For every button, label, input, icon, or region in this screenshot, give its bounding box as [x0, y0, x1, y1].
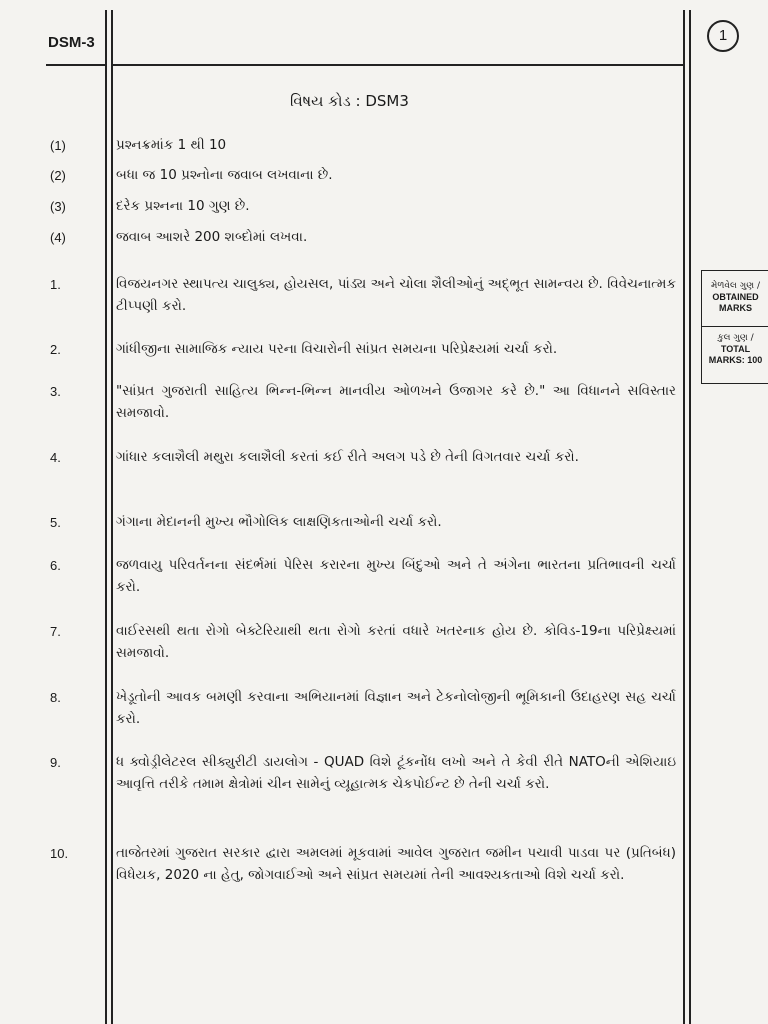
instruction-number: (2) [50, 168, 66, 183]
header-rule [46, 64, 105, 66]
question-number: 9. [50, 755, 61, 770]
instruction-text: દરેક પ્રશ્નના 10 ગુણ છે. [116, 198, 250, 214]
question-text: ગાંધીજીના સામાજિક ન્યાય પરના વિચારોની સાંપ્રત સમયના પરિપ્રેક્ષ્યમાં ચર્ચા કરો. [116, 341, 558, 357]
total-marks-label-gujarati: કુલ ગુણ / [717, 333, 754, 343]
question-number: 10. [50, 846, 69, 861]
question-text: ખેડૂતોની આવક બમણી કરવાના અભિયાનમાં વિજ્ઞાન અને ટેકનોલોજીની ભૂમિકાની ઉદાહરણ સહ ચર્ચા કરો. [116, 689, 676, 727]
question-number: 5. [50, 515, 61, 530]
instruction-number: (3) [50, 199, 66, 214]
question-number: 7. [50, 624, 61, 639]
instruction-text: પ્રશ્નક્રમાંક 1 થી 10 [116, 137, 227, 153]
paper-code: DSM-3 [48, 34, 95, 51]
left-border-line-2 [111, 10, 113, 1024]
question-text: જળવાયુ પરિવર્તનના સંદર્ભમાં પેરિસ કરારના મુખ્ય બિંદુઓ અને તે અંગેના ભારતના પ્રતિભાવની ચર્ચા કરો. [116, 557, 676, 595]
instruction-text: જવાબ આશરે 200 શબ્દોમાં લખવા. [116, 229, 308, 245]
question-text: તાજેતરમાં ગુજરાત સરકાર દ્વારા અમલમાં મૂકવામાં આવેલ ગુજરાત જમીન પચાવી પાડવા પર (પ્રતિબંધ) વિધેયક, 2020 ના હેતુ, જોગવાઈઓ અને સાંપ્રત સમયમાં તેની આવશ્યકતાઓ વિશે ચર્ચા કરો. [116, 845, 676, 883]
marks-panel [701, 270, 768, 384]
question-text: વાઈરસથી થતા રોગો બેક્ટેરિયાથી થતા રોગો કરતાં વધારે ખતરનાક હોય છે. કોવિડ-19ના પરિપ્રેક્ષ્યમાં સમજાવો. [116, 623, 676, 661]
question-number: 6. [50, 558, 61, 573]
right-border-line-1 [683, 10, 685, 1024]
question-text: વિજયનગર સ્થાપત્ય ચાલુક્ય, હોયસલ, પાંડ્ય અને ચોલા શૈલીઓનું અદ્ભૂત સામન્વય છે. વિવેચનાત્મક ટીપ્પણી કરો. [116, 276, 676, 314]
subject-code-heading: વિષય કોડ : DSM3 [290, 92, 409, 110]
question-text: "સાંપ્રત ગુજરાતી સાહિત્ય ભિન્ન-ભિન્ન માનવીય ઓળખને ઉજાગર કરે છે." આ વિધાનને સવિસ્તાર સમજાવો. [116, 383, 676, 421]
question-number: 4. [50, 450, 61, 465]
question-text: ગાંધાર કલાશૈલી મથુરા કલાશૈલી કરતાં કઈ રીતે અલગ પડે છે તેની વિગતવાર ચર્ચા કરો. [116, 449, 579, 465]
obtained-marks-label-gujarati: મેળવેલ ગુણ / [711, 281, 760, 291]
instruction-number: (1) [50, 138, 66, 153]
total-marks-label: TOTAL MARKS: 100 [708, 344, 763, 365]
header-rule-right [111, 64, 683, 66]
instruction-text: બધા જ 10 પ્રશ્નોના જવાબ લખવાના છે. [116, 167, 333, 183]
page-number: 1 [707, 20, 739, 52]
right-border-line-2 [689, 10, 691, 1024]
instruction-number: (4) [50, 230, 66, 245]
obtained-marks-label: OBTAINED MARKS [712, 292, 759, 313]
marks-panel-divider [702, 326, 768, 327]
question-text: ગંગાના મેદાનની મુખ્ય ભૌગોલિક લાક્ષણિકતાઓની ચર્ચા કરો. [116, 514, 442, 530]
question-number: 8. [50, 690, 61, 705]
question-number: 3. [50, 384, 61, 399]
question-number: 2. [50, 342, 61, 357]
left-border-line-1 [105, 10, 107, 1024]
question-number: 1. [50, 277, 61, 292]
question-text: ધ ક્વોડ્રીલેટરલ સીક્યુરીટી ડાયલોગ - QUAD વિશે ટૂંકનોંધ લખો અને તે કેવી રીતે NATOની એશિયાઇ આવૃત્તિ તરીકે તમામ ક્ષેત્રોમાં ચીન સામેનું વ્યૂહાત્મક ચેકપોઈન્ટ છે તેની ચર્ચા કરો. [116, 754, 676, 792]
